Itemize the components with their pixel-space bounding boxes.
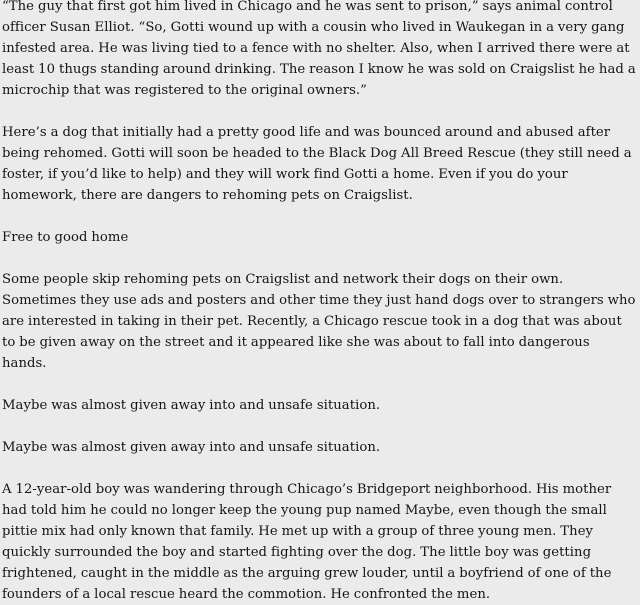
paragraph-spacer [2,206,636,227]
paragraph-networking: Some people skip rehoming pets on Craigslist and network their dogs on their own. Sometimes they use ads and posters and other time they just hand dogs over to strangers who are interested in taking in their pet. Recently, a Chicago rescue took in a dog that was about to be given away on the street and it appeared like she was about to fall into dangerous hands. [2,272,636,371]
section-heading-free-to-good-home: Free to good home [2,230,129,245]
paragraph-gotti-quote: “The guy that first got him lived in Chicago and he was sent to prison,” says animal control officer Susan Elliot. “So, Gotti wound up with a cousin who lived in Waukegan in a very gang infested area. He was living tied to a fence with no shelter. Also, when I arrived there were at least 10 thugs standing around drinking. The reason I know he was sold on Craigslist he had a microchip that was registered to the original owners.” [2,0,636,98]
image-caption: Maybe was almost given away into and unsafe situation. [2,440,381,455]
paragraph-bridgeport-story: A 12-year-old boy was wandering through Chicago’s Bridgeport neighborhood. His mother had told him he could no longer keep the young pup named Maybe, even though the small pittie mix had only known that family. He met up with a group of three young men. They quickly surrounded the boy and started fighting over the dog. The little boy was getting frightened, caught in the middle as the arguing grew louder, until a boyfriend of one of the founders of a local rescue heard the commotion. He confronted the men. [2,482,612,602]
image-caption: Maybe was almost given away into and unsafe situation. [2,398,381,413]
paragraph-spacer [2,374,636,395]
paragraph-gotti-rehomed: Here’s a dog that initially had a pretty good life and was bounced around and abused after being rehomed. Gotti will soon be headed to the Black Dog All Breed Rescue (they still need a foster, if you’d like to help) and they will work find Gotti a home. Even if you do your homework, there are dangers to rehoming pets on Craigslist. [2,125,632,203]
paragraph-spacer [2,416,636,437]
paragraph-spacer [2,248,636,269]
paragraph-spacer [2,101,636,122]
paragraph-spacer [2,458,636,479]
